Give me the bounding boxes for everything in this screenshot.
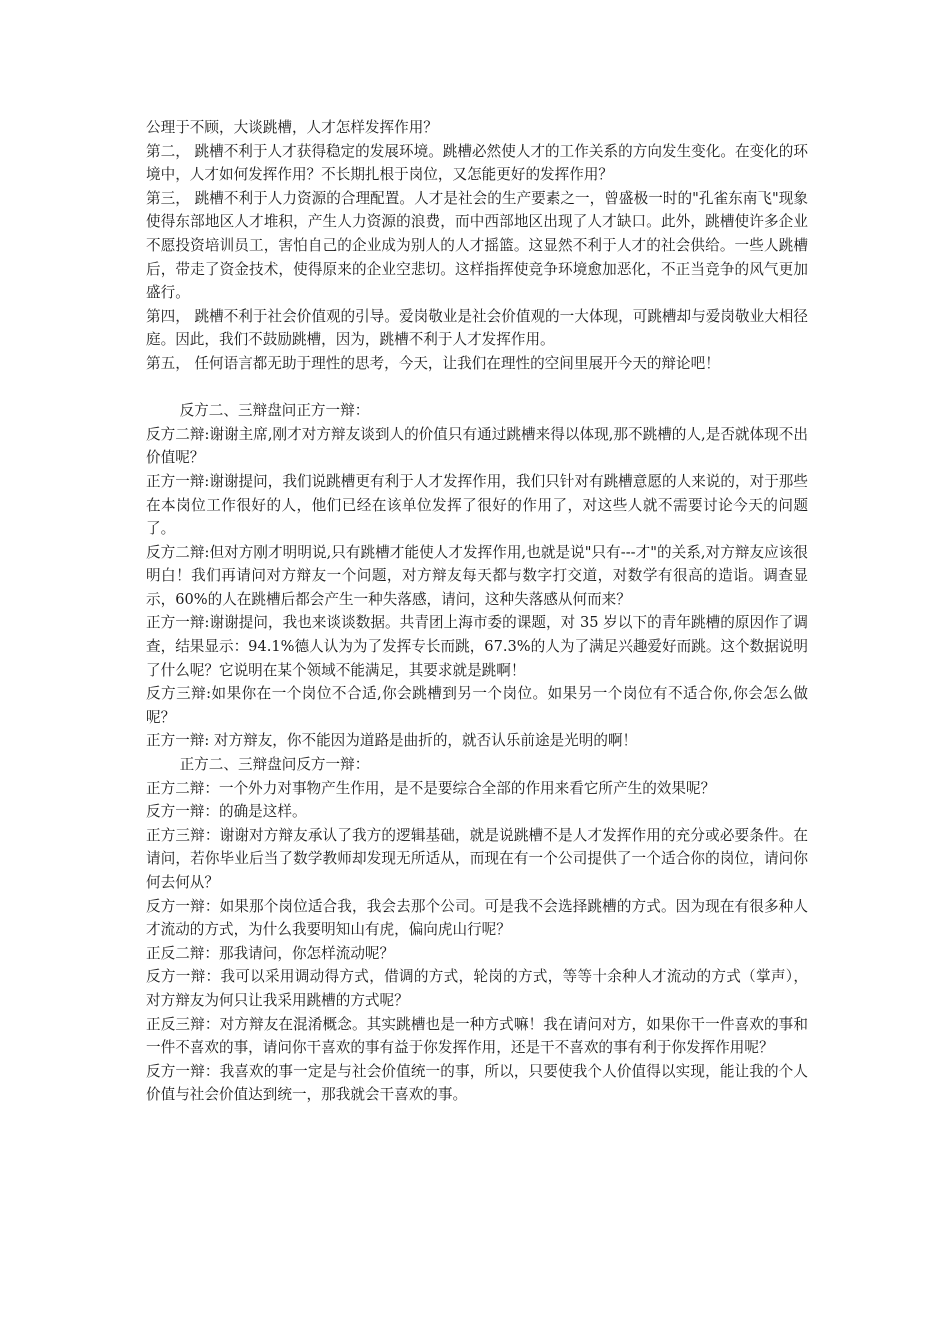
dialogue-line: 反方二辩:谢谢主席,刚才对方辩友谈到人的价值只有通过跳槽来得以体现,那不跳槽的人,是否就体现不出价值呢？ (146, 425, 808, 467)
dialogue-line: 正反二辩：那我请问，你怎样流动呢？ (146, 944, 395, 962)
dialogue-line: 正方二辩：一个外力对事物产生作用，是不是要综合全部的作用来看它所产生的效果呢？ (146, 779, 716, 797)
paragraph-point-four: 第四， 跳槽不利于社会价值观的引导。爱岗敬业是社会价值观的一大体现，可跳槽却与爱岗敬业大相径庭。因此，我们不鼓励跳槽，因为，跳槽不利于人才发挥作用。 (146, 307, 808, 349)
dialogue-line: 正方一辩: 对方辩友，你不能因为道路是曲折的，就否认乐前途是光明的啊！ (146, 732, 638, 750)
section-heading-cross-exam-1: 反方二、三辩盘问正方一辩： (179, 402, 370, 420)
dialogue-line: 正方一辩:谢谢提问，我们说跳槽更有利于人才发挥作用，我们只针对有跳槽意愿的人来说的，对于那些在本岗位工作很好的人，他们已经在该单位发挥了很好的作用了，对这些人就不需要讨论今天的问题了。 (146, 472, 808, 538)
document-body (146, 116, 808, 1107)
dialogue-line: 反方一辩：如果那个岗位适合我，我会去那个公司。可是我不会选择跳槽的方式。因为现在有很多种人才流动的方式，为什么我要明知山有虎，偏向虎山行呢？ (146, 897, 808, 939)
paragraph-intro-cont: 公理于不顾，大谈跳槽，人才怎样发挥作用？ (146, 119, 438, 136)
dialogue-line: 反方三辩:如果你在一个岗位不合适,你会跳槽到另一个岗位。如果另一个岗位有不适合你,你会怎么做呢？ (146, 685, 808, 726)
dialogue-line: 反方一辩：的确是这样。 (146, 803, 307, 821)
dialogue-line: 反方一辩：我喜欢的事一定是与社会价值统一的事，所以，只要使我个人价值得以实现，能让我的个人价值与社会价值达到统一，那我就会干喜欢的事。 (146, 1062, 808, 1104)
dialogue-line: 正方三辩：谢谢对方辩友承认了我方的逻辑基础，就是说跳槽不是人才发挥作用的充分或必要条件。在请问，若你毕业后当了数学教师却发现无所适从，而现在有一个公司提供了一个适合你的岗位，请问你何去何从？ (146, 826, 808, 891)
paragraph-point-five: 第五， 任何语言都无助于理性的思考，今天，让我们在理性的空间里展开今天的辩论吧！ (146, 354, 720, 372)
paragraph-point-two: 第二， 跳槽不利于人才获得稳定的发展环境。跳槽必然使人才的工作关系的方向发生变化。在变化的环境中，人才如何发挥作用？不长期扎根于岗位，又怎能更好的发挥作用？ (146, 142, 808, 184)
paragraph-point-three: 第三， 跳槽不利于人力资源的合理配置。人才是社会的生产要素之一，曾盛极一时的"孔雀东南飞"现象使得东部地区人才堆积，产生人力资源的浪费，而中西部地区出现了人才缺口。此外，跳槽使许多企业不愿投资培训员工，害怕自己的企业成为别人的人才摇篮。这显然不利于人才的社会供给。一些人跳槽后，带走了资金技术，使得原来的企业空悲切。这样指挥使竞争环境愈加恶化，不正当竞争的风气更加盛行。 (146, 189, 808, 302)
section-heading-cross-exam-2: 正方二、三辩盘问反方一辩： (179, 756, 370, 774)
dialogue-line: 正反三辩：对方辩友在混淆概念。其实跳槽也是一种方式嘛！我在请问对方，如果你干一件喜欢的事和一件不喜欢的事，请问你干喜欢的事有益于你发挥作用，还是干不喜欢的事有利于你发挥作用呢？ (146, 1015, 808, 1057)
dialogue-line: 正方一辩:谢谢提问，我也来谈谈数据。共青团上海市委的课题，对 35 岁以下的青年跳槽的原因作了调查，结果显示：94.1%德人认为为了发挥专长而跳，67.3%的人为了满足兴趣爱好而跳。这个数据说明了什么呢？它说明在某个领域不能满足，其要求就是跳啊！ (146, 614, 808, 679)
section-spacer (146, 376, 808, 400)
dialogue-line: 反方一辩：我可以采用调动得方式，借调的方式，轮岗的方式，等等十余种人才流动的方式（掌声），对方辩友为何只让我采用跳槽的方式呢？ (146, 968, 808, 1009)
dialogue-line: 反方二辩:但对方刚才明明说,只有跳槽才能使人才发挥作用,也就是说"只有---才"的关系,对方辩友应该很明白！我们再请问对方辩友一个问题，对方辩友每天都与数字打交道，对数学有很高的造诣。调查显示，60%的人在跳槽后都会产生一种失落感，请问，这种失落感从何而来？ (146, 543, 808, 608)
